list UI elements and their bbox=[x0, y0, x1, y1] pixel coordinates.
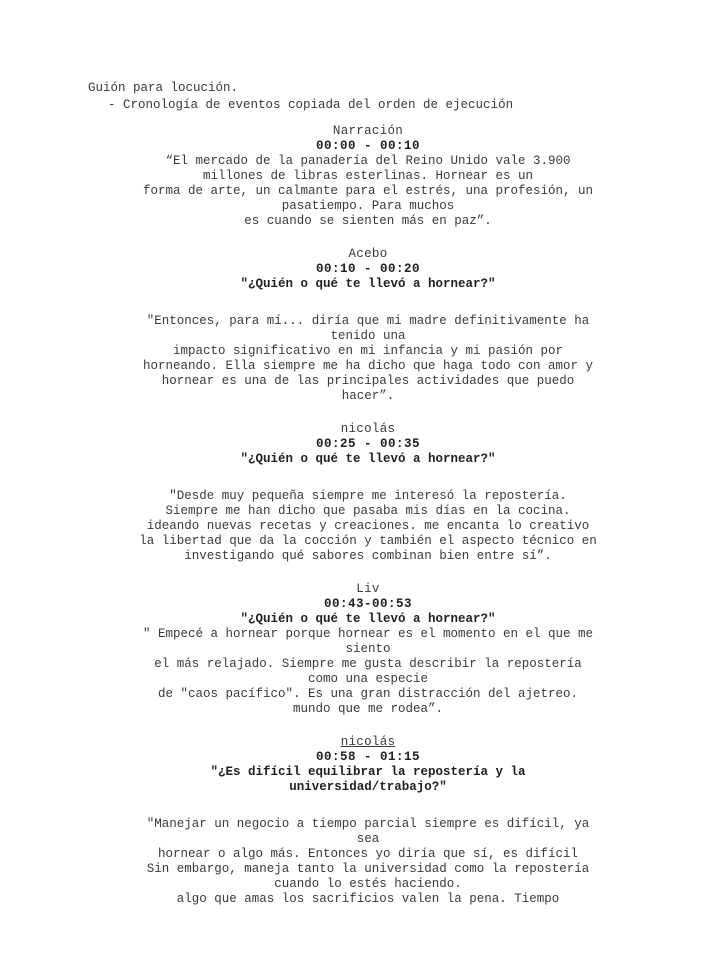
speaker-name: Acebo bbox=[348, 247, 388, 261]
document-subtitle: - Cronología de eventos copiada del orden de ejecución bbox=[108, 98, 514, 112]
timecode: 00:00 - 00:10 bbox=[315, 139, 421, 153]
speaker-name: nicolás bbox=[340, 422, 396, 436]
script-content bbox=[88, 124, 648, 907]
timecode: 00:10 - 00:20 bbox=[315, 262, 421, 276]
segment-text: "Entonces, para mí... diría que mi madre definitivamente ha tenido una impacto significativo en mi infancia y mi pasión por horneando. Ella siempre me ha dicho que haga todo con amor y hornear es una de las principales actividades que puedo hacer”. bbox=[142, 314, 594, 403]
speaker-name: nicolás bbox=[340, 735, 396, 749]
speaker-name: Liv bbox=[356, 582, 380, 596]
timecode: 00:43-00:53 bbox=[323, 597, 412, 611]
script-segment-nicolas-2 bbox=[88, 735, 648, 907]
segment-text: " Empecé a hornear porque hornear es el momento en el que me siento el más relajado. Siempre me gusta describir la repostería como una especie de "caos pacífico". Es una gran distracción del ajetreo. mundo que me rodea”. bbox=[142, 627, 594, 716]
timecode: 00:25 - 00:35 bbox=[315, 437, 421, 451]
speaker-name: Narración bbox=[332, 124, 404, 138]
document-title: Guión para locución. bbox=[88, 81, 239, 95]
document-header bbox=[88, 80, 513, 114]
interview-question: "¿Es difícil equilibrar la repostería y la universidad/trabajo?" bbox=[210, 765, 526, 794]
interview-question: "¿Quién o qué te llevó a hornear?" bbox=[240, 452, 496, 466]
interview-question: "¿Quién o qué te llevó a hornear?" bbox=[240, 277, 496, 291]
timecode: 00:58 - 01:15 bbox=[315, 750, 421, 764]
segment-text: "Manejar un negocio a tiempo parcial siempre es difícil, ya sea hornear o algo más. Entonces yo diría que sí, es difícil Sin embargo, maneja tanto la universidad como la repostería cuando lo estés haciendo. algo que amas los sacrificios valen la pena. Tiempo bbox=[146, 817, 590, 906]
segment-text: “El mercado de la panadería del Reino Unido vale 3.900 millones de libras esterlinas. Hornear es un forma de arte, un calmante para el estrés, una profesión, un pasatiempo. Para muchos es cuando se sienten más en paz”. bbox=[142, 154, 594, 228]
script-segment-nicolas-1 bbox=[88, 422, 648, 564]
interview-question: "¿Quién o qué te llevó a hornear?" bbox=[240, 612, 496, 626]
script-segment-acebo bbox=[88, 247, 648, 404]
script-segment-liv bbox=[88, 582, 648, 717]
script-segment-narracion bbox=[88, 124, 648, 229]
segment-text: "Desde muy pequeña siempre me interesó la repostería. Siempre me han dicho que pasaba mis días en la cocina. ideando nuevas recetas y creaciones. me encanta lo creativo la libertad que da la cocción y también el aspecto técnico en investigando qué sabores combinan bien entre sí”. bbox=[139, 489, 597, 563]
